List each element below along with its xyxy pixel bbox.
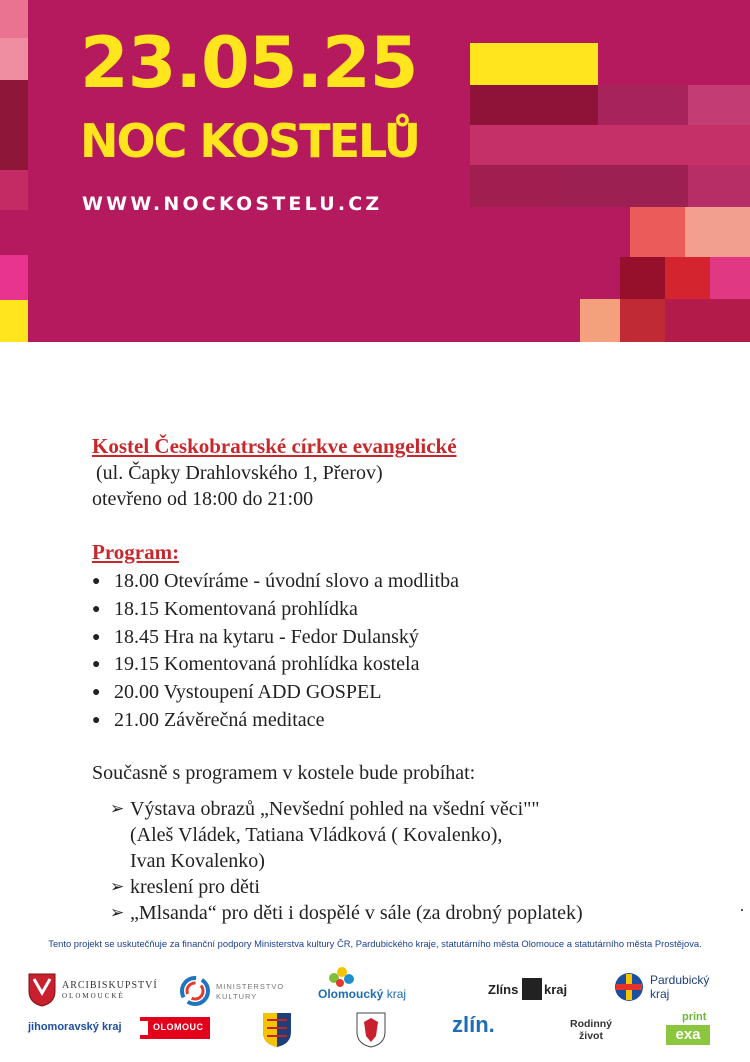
deco-tile [0, 0, 28, 38]
deco-tile [620, 299, 665, 342]
crest-icon [262, 1012, 292, 1048]
deco-tile [685, 207, 750, 257]
zivot-text: život [579, 1030, 603, 1042]
ministerstvo-text: MINISTERSTVO [216, 982, 285, 991]
program-item [92, 568, 459, 596]
exa-text: exa [666, 1025, 710, 1045]
exhibition-item [110, 796, 583, 874]
deco-tile [630, 207, 685, 257]
program-text: Hra na kytaru - Fedor Dulanský [164, 625, 419, 648]
zlinsky-kraj-logo [488, 978, 578, 1000]
zlin-city-logo: zlín. [452, 1012, 495, 1037]
program-time: 19.15 [114, 653, 159, 676]
prostejov-crest-logo [262, 1012, 292, 1048]
event-website-link[interactable]: WWW.NOCKOSTELU.CZ [82, 193, 383, 215]
program-text: Komentovaná prohlídka kostela [164, 653, 420, 676]
program-time: 20.00 [114, 681, 159, 704]
deco-tile [620, 257, 665, 299]
program-item [92, 707, 459, 735]
arcibiskupstvi-subtext: OLOMOUCKÉ [62, 992, 125, 1000]
deco-tile [598, 85, 688, 125]
deco-tile [0, 80, 28, 170]
program-time: 18.00 [114, 570, 159, 592]
kids-drawing-item [110, 874, 583, 900]
bullet-icon: ● [92, 712, 101, 728]
coat-of-arms-icon [28, 973, 56, 1007]
stray-dot [741, 909, 743, 911]
pardubicky-kraj-logo [614, 972, 724, 1006]
program-list [92, 568, 459, 735]
deco-tile [665, 257, 710, 299]
deco-tile [665, 299, 750, 342]
deco-tile [0, 170, 28, 210]
exhibition-authors: (Aleš Vládek, Tatiana Vládková ( Kovalenko), [130, 824, 503, 846]
program-time: 18.15 [114, 597, 159, 620]
mlsanda-item [110, 900, 583, 926]
olomouc-logo [140, 1017, 210, 1039]
deco-tile [470, 43, 598, 85]
event-date: 23.05.25 [80, 22, 418, 104]
olomouc-mark [140, 1021, 148, 1035]
ministry-ring-icon [178, 974, 212, 1008]
bullet-icon: ● [92, 574, 101, 589]
rodinny-text: Rodinný [570, 1018, 612, 1030]
program-text: Vystoupení ADD GOSPEL [163, 681, 382, 704]
program-time: 18.45 [114, 625, 159, 648]
deco-tile [470, 165, 560, 207]
deco-tile [580, 299, 620, 342]
olomouc-text: OLOMOUC [153, 1022, 204, 1032]
ministerstvo-kultury-logo [178, 974, 298, 1008]
eagle-crest-icon [356, 1012, 386, 1048]
flower-icon [326, 966, 356, 988]
printexa-logo [666, 1011, 714, 1047]
mlsanda-text: „Mlsanda“ pro děti i dospělé v sále (za drobný poplatek) [130, 902, 583, 924]
program-item [92, 596, 459, 624]
venue-address: (ul. Čapky Drahlovského 1, Přerov) [96, 462, 383, 484]
program-text: Otevíráme - úvodní slovo a modlitba [164, 570, 459, 592]
deco-tile [470, 125, 750, 165]
event-banner [0, 0, 750, 342]
bullet-icon: ● [92, 685, 101, 701]
pardubicky-kraj-text: kraj [650, 987, 670, 1001]
bullet-icon: ● [92, 629, 101, 645]
program-text: Závěrečná meditace [164, 708, 325, 731]
program-item [92, 679, 459, 707]
prerov-crest-logo [356, 1012, 386, 1048]
arrow-bullet-icon: ➢ [110, 877, 125, 896]
deco-tile [470, 85, 598, 125]
olomoucky-text: Olomoucký [318, 987, 384, 1001]
arcibiskupstvi-logo [28, 973, 168, 1009]
program-item [92, 624, 459, 652]
deco-tile [688, 85, 750, 125]
deco-tile [0, 300, 28, 342]
rodinny-zivot-logo [556, 1018, 626, 1048]
program-item [92, 651, 459, 679]
bullet-icon: ● [92, 601, 101, 617]
exhibition-title: Výstava obrazů „Nevšední pohled na všední věci"" [130, 798, 540, 820]
olomoucky-kraj-logo [318, 966, 428, 1006]
deco-tile [688, 165, 750, 207]
pardubicky-text: Pardubický [650, 973, 710, 987]
bullet-icon: ● [92, 657, 101, 673]
deco-tile [710, 257, 750, 299]
cross-icon [614, 972, 644, 1002]
event-title: NOC KOSTELŮ [80, 114, 420, 168]
jihomoravsky-kraj-logo: jihomoravský kraj [28, 1021, 122, 1033]
deco-tile [560, 165, 688, 207]
exhibition-authors-cont: Ivan Kovalenko) [130, 850, 265, 872]
zlinsky-block [522, 978, 542, 1000]
program-text: Komentovaná prohlídka [164, 597, 358, 620]
arrow-bullet-icon: ➢ [110, 903, 125, 922]
arcibiskupstvi-text: ARCIBISKUPSTVÍ [62, 980, 158, 991]
deco-tile [0, 38, 28, 80]
program-time: 21.00 [114, 708, 159, 731]
zlinsky-kraj-text: kraj [544, 982, 568, 997]
zlinsky-text: Zlíns [488, 982, 519, 997]
kultury-text: KULTURY [216, 992, 258, 1001]
funding-note: Tento projekt se uskutečňuje za finanční podpory Ministerstva kultury ČR, Pardubického kraje, statutárního města Olomouce a statutárního města Prostějova. [48, 938, 702, 949]
venue-name: Kostel Českobratrské církve evangelické [92, 434, 457, 458]
concurrent-intro: Současně s programem v kostele bude probíhat: [92, 762, 476, 784]
program-heading: Program: [92, 540, 180, 564]
deco-tile [0, 255, 28, 300]
print-text: print [682, 1011, 707, 1023]
kids-drawing-text: kreslení pro děti [130, 876, 260, 898]
concurrent-list [110, 796, 583, 926]
venue-hours: otevřeno od 18:00 do 21:00 [92, 488, 314, 510]
arrow-bullet-icon: ➢ [110, 799, 125, 818]
kraj-text: kraj [386, 987, 407, 1001]
